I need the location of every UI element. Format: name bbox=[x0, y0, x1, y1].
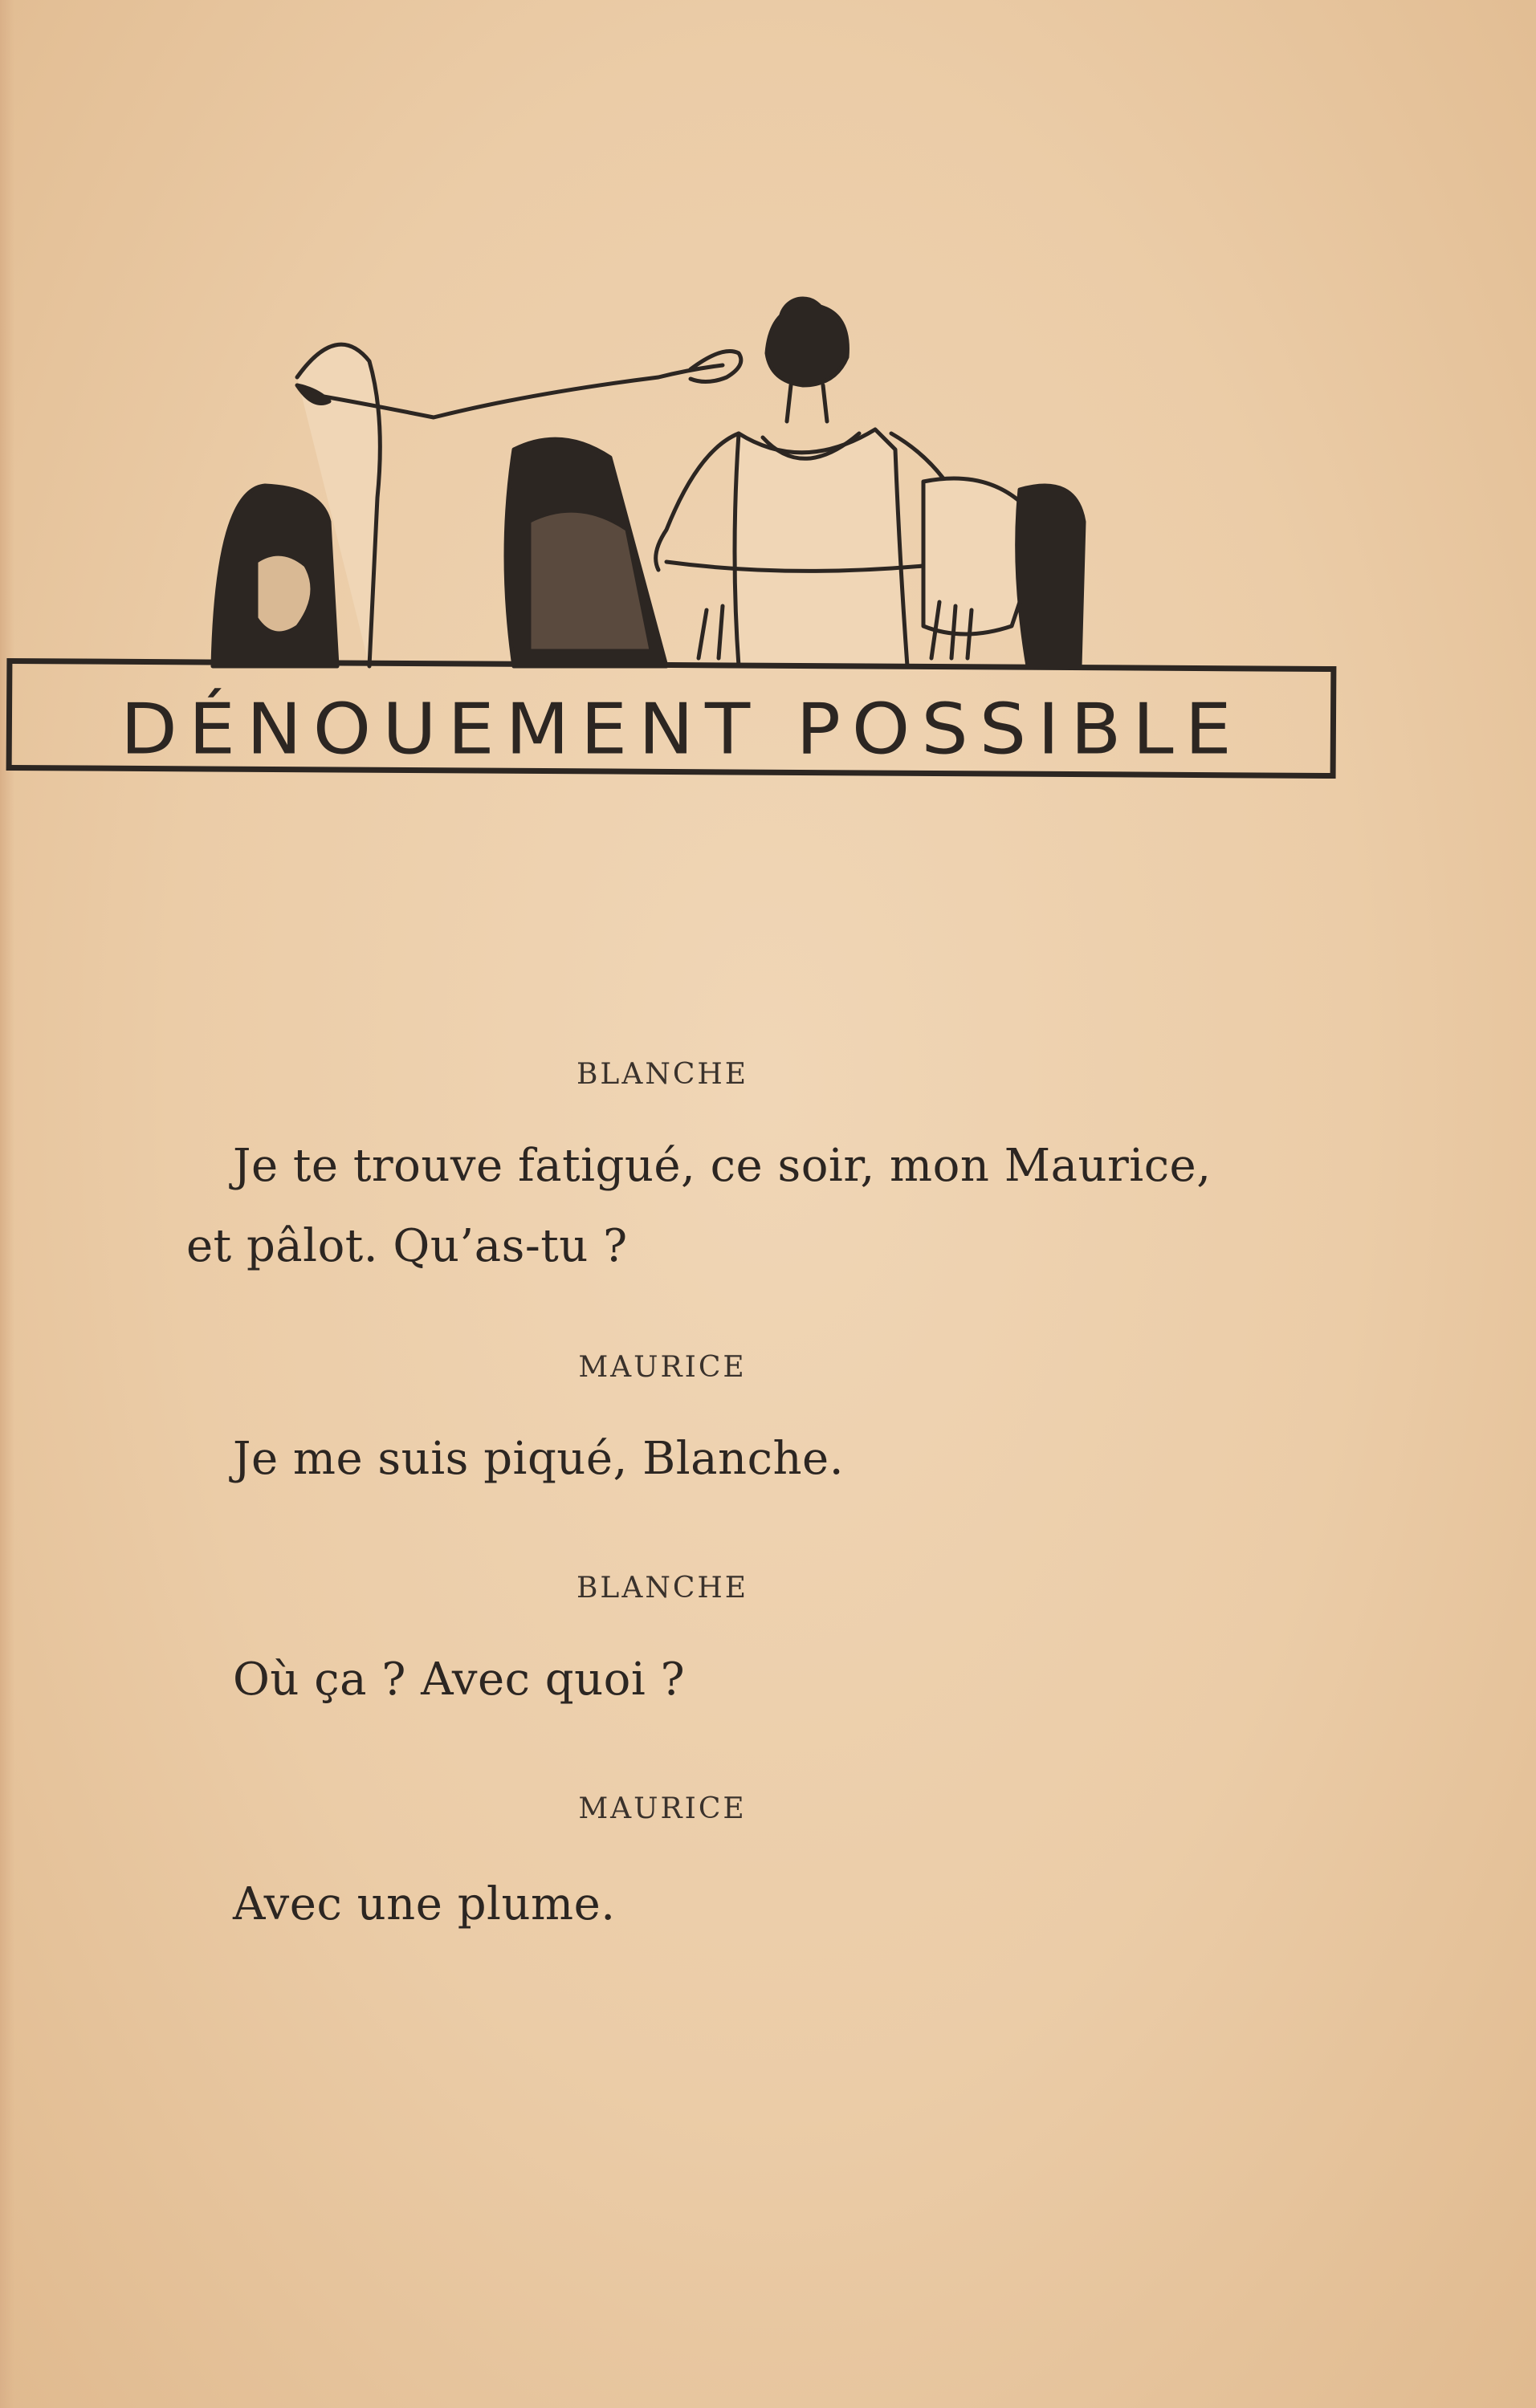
speaker-name: BLANCHE bbox=[576, 1058, 749, 1091]
speaker-name: MAURICE bbox=[578, 1792, 747, 1825]
dialogue-line: Où ça ? Avec quoi ? bbox=[233, 1653, 686, 1706]
woman-head bbox=[767, 305, 847, 385]
woman-left-arm bbox=[656, 433, 739, 570]
dialogue-line: Je me suis piqué, Blanche. bbox=[233, 1433, 844, 1485]
woman-dress bbox=[735, 429, 907, 666]
dialogue-line: Avec une plume. bbox=[233, 1878, 616, 1930]
speaker-name: BLANCHE bbox=[576, 1572, 749, 1605]
woman-neck bbox=[787, 385, 827, 421]
dialogue-line: Je te trouve fatigué, ce soir, mon Maurice, bbox=[233, 1140, 1212, 1192]
speaker-name: MAURICE bbox=[578, 1351, 747, 1384]
right-armrest bbox=[1017, 486, 1084, 666]
page-title: DÉNOUEMENT POSSIBLE bbox=[120, 688, 1243, 771]
dialogue-line: et pâlot. Qu’as-tu ? bbox=[186, 1220, 628, 1272]
